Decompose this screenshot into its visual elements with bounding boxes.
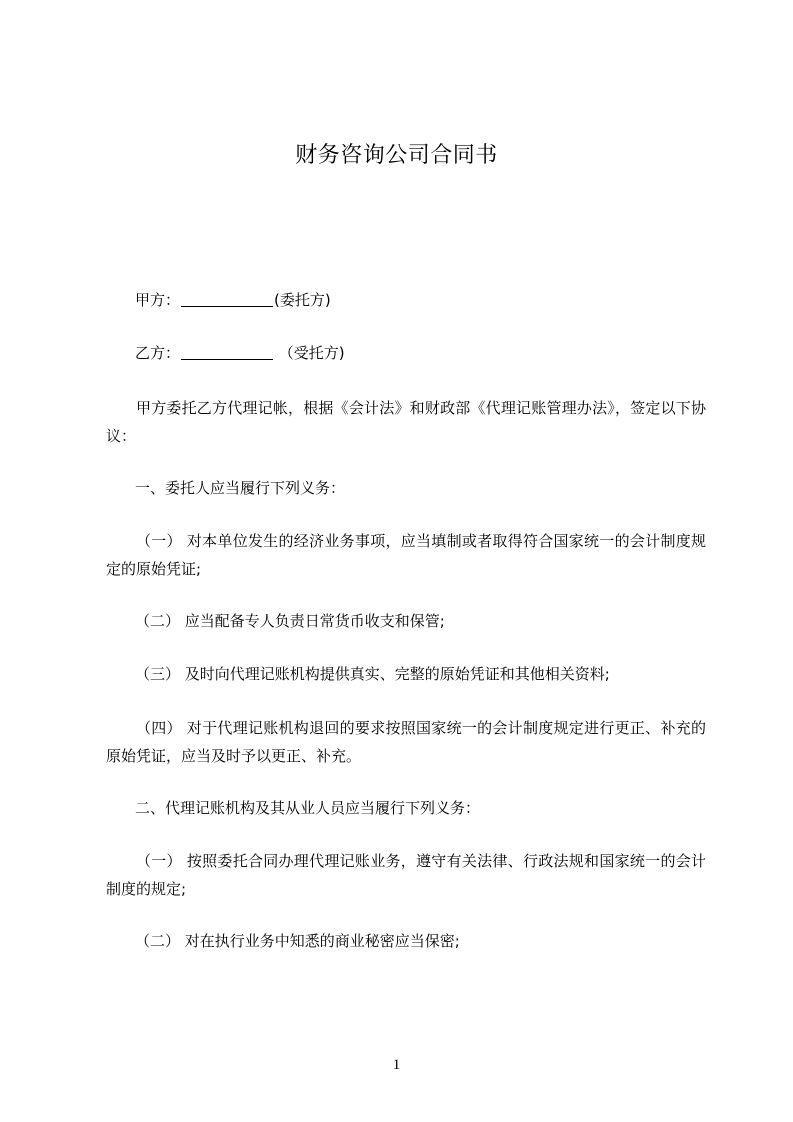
party-a-suffix: (委托方) bbox=[274, 291, 331, 309]
section1-item-1: （一） 对本单位发生的经济业务事项，应当填制或者取得符合国家统一的会计制度规定的原始凭证; bbox=[106, 532, 706, 578]
section1-heading: 一、委托人应当履行下列义务： bbox=[135, 479, 346, 497]
party-b-blank bbox=[181, 343, 273, 360]
section1-item-2: （二） 应当配备专人负责日常货币收支和保管; bbox=[135, 612, 445, 630]
party-b-line bbox=[135, 339, 710, 367]
party-a-blank bbox=[181, 290, 273, 307]
page-number: 1 bbox=[392, 1057, 401, 1073]
party-b-label: 乙方： bbox=[135, 344, 181, 362]
section1-item-4: （四） 对于代理记账机构退回的要求按照国家统一的会计制度规定进行更正、补充的原始凭证，应当及时予以更正、补充。 bbox=[106, 719, 706, 765]
party-a-label: 甲方： bbox=[135, 291, 181, 309]
party-a-line bbox=[135, 286, 710, 314]
section2-item-1: （一） 按照委托合同办理代理记账业务，遵守有关法律、行政法规和国家统一的会计制度的规定; bbox=[106, 852, 706, 898]
section2-item-2: （二） 对在执行业务中知悉的商业秘密应当保密; bbox=[135, 932, 460, 950]
document-title: 财务咨询公司合同书 bbox=[295, 143, 498, 168]
section2-heading: 二、代理记账机构及其从业人员应当履行下列义务： bbox=[135, 799, 481, 817]
party-b-suffix: （受托方) bbox=[274, 344, 345, 362]
intro-paragraph: 甲方委托乙方代理记帐，根据《会计法》和财政部《代理记账管理办法》，签定以下协议： bbox=[106, 399, 706, 445]
section1-item-3: （三） 及时向代理记账机构提供真实、完整的原始凭证和其他相关资料; bbox=[135, 665, 610, 683]
